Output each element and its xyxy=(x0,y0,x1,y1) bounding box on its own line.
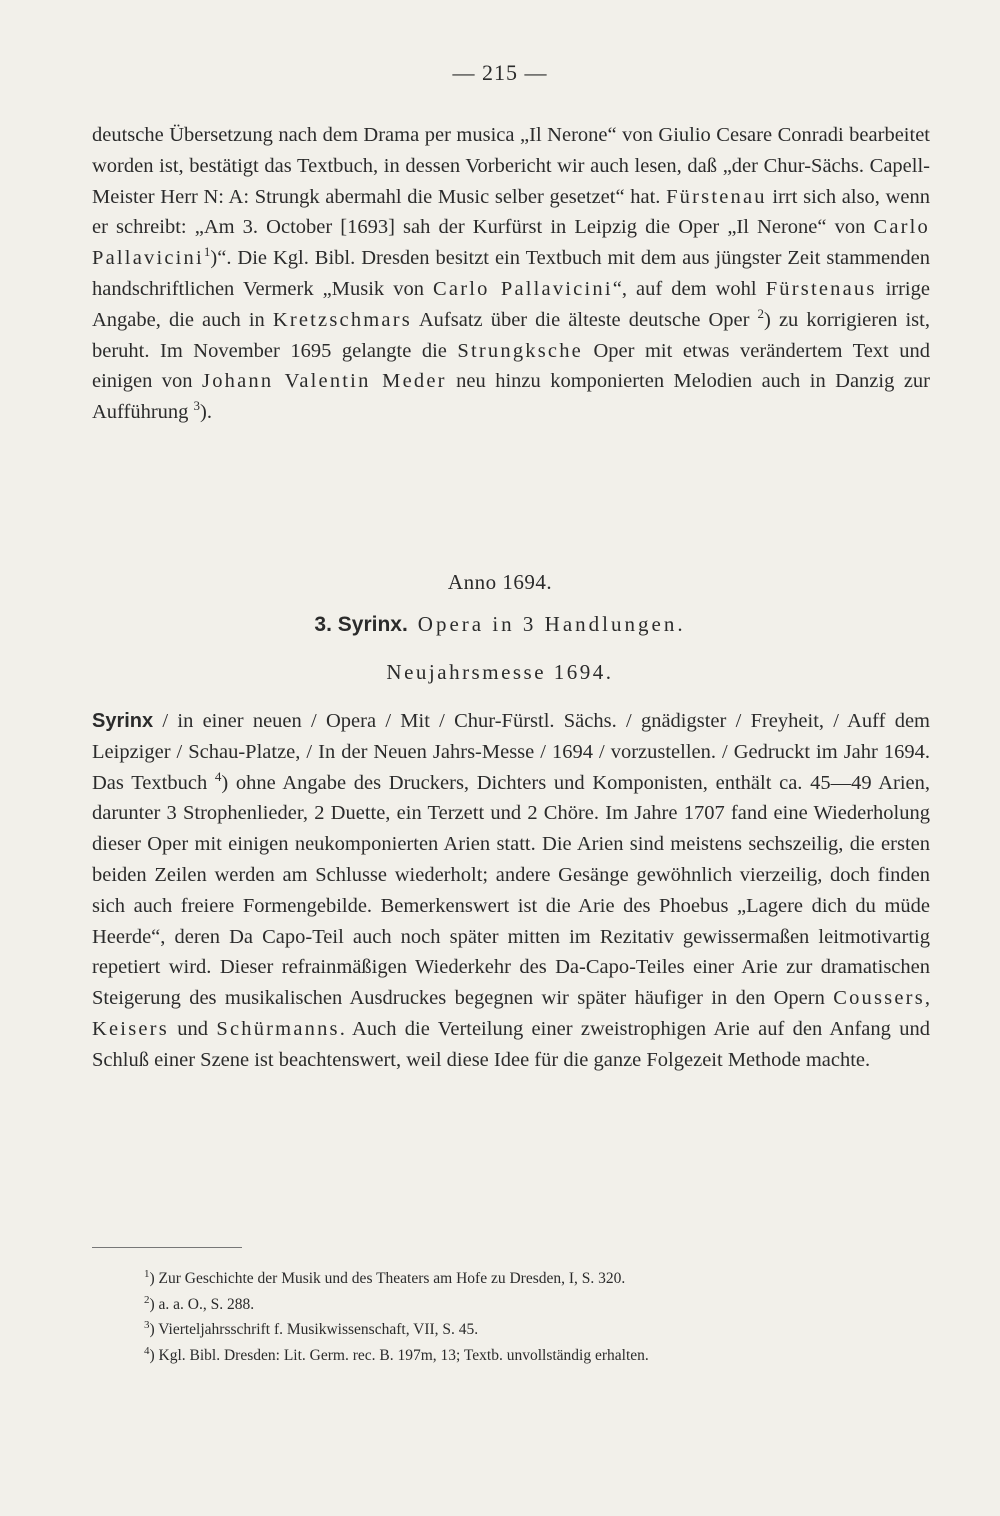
footnote-mark: 4 xyxy=(144,1344,150,1357)
footnote-text: ) Zur Geschichte der Musik und des Theaters am Hofe zu Dresden, I, S. 320. xyxy=(149,1270,626,1287)
footnote-item xyxy=(144,1343,944,1369)
footnote-item xyxy=(144,1317,944,1343)
spaced-name: Carlo Pallavicini xyxy=(433,277,613,300)
work-title: 3. Syrinx. xyxy=(314,613,408,636)
body-paragraph-2 xyxy=(92,706,930,1076)
footnote-ref: 3 xyxy=(193,398,201,414)
spaced-name: Coussers xyxy=(833,987,925,1010)
footnote-divider xyxy=(92,1247,242,1248)
text-run: Aufsatz über die älteste deutsche Oper xyxy=(411,308,758,331)
text-run: , xyxy=(924,987,930,1010)
footnote-mark: 1 xyxy=(144,1267,150,1280)
section-occasion: Neujahrsmesse 1694. xyxy=(386,660,614,684)
text-run: Oper mit etwas verändertem Text und einigen von xyxy=(92,339,931,393)
section-year: Anno 1694. xyxy=(447,570,553,594)
footnote-mark: 3 xyxy=(144,1318,150,1331)
footnote-text: ) Vierteljahrsschrift f. Musikwissenschaft, VII, S. 45. xyxy=(149,1321,479,1338)
work-subtitle: Opera in 3 Handlungen. xyxy=(417,612,686,636)
page-number: — 215 — xyxy=(452,60,548,85)
footnote-item xyxy=(144,1292,944,1318)
bold-title: Syrinx xyxy=(92,710,154,732)
text-run: und xyxy=(168,1017,217,1040)
text-run: ). xyxy=(200,401,212,424)
footnote-item xyxy=(144,1266,944,1292)
spaced-name: Fürstenau xyxy=(666,185,767,208)
text-run: ) zu korrigieren ist, beruht. Im November 1695 gelangte die xyxy=(92,308,930,362)
spaced-name: Strungksche xyxy=(457,339,583,362)
spaced-name: Keisers xyxy=(92,1017,169,1040)
section-title xyxy=(0,612,1000,637)
text-run: deutsche Übersetzung nach dem Drama per musica „Il Nerone“ von Giulio Cesare Conradi bearbeitet worden ist, bestätigt das Textbuch, in dessen Vorbericht wir auch lesen, daß „der Chur-Sächs. Capell-Meister Herr N: A: Strungk abermahl die Music selber gesetzet“ hat. xyxy=(92,124,930,208)
text-run: . Auch die Verteilung einer zweistrophigen Arie auf den Anfang und Schluß einer Szene ist beachtenswert, weil diese Idee für die ganze Folgezeit Methode machte. xyxy=(92,1017,930,1071)
text-run: / in einer neuen / Opera / Mit / Chur-Fürstl. Sächs. / gnädigster / Freyheit, / Auff dem Leipziger / Schau-Platze, / In der Neuen Jahrs-Messe / 1694 / vorzustellen. / Gedruckt im Jahr 1694. Das Textbuch xyxy=(92,710,930,794)
text-run: neu hinzu komponierten Melodien auch in Danzig zur Aufführung xyxy=(92,370,930,424)
footnote-text: ) Kgl. Bibl. Dresden: Lit. Germ. rec. B. 197m, 13; Textb. unvollständig erhalten. xyxy=(149,1346,649,1364)
text-run: irrige Angabe, die auch in xyxy=(92,277,930,331)
footnote-ref: 2 xyxy=(757,305,765,321)
spaced-name: Schürmanns xyxy=(216,1017,340,1040)
spaced-name: Johann Valentin Meder xyxy=(202,370,447,393)
text-run: )“. Die Kgl. Bibl. Dresden besitzt ein Textbuch mit dem aus jüngster Zeit stammenden handschriftlichen Vermerk „Musik von xyxy=(92,247,930,300)
text-run: irrt sich also, wenn er schreibt: „Am 3. October [1693] sah der Kurfürst in Leipzig die Oper „Il Nerone“ von xyxy=(92,185,930,239)
footnote-list xyxy=(144,1266,944,1368)
footnote-ref: 4 xyxy=(214,768,222,784)
text-run: “, auf dem wohl xyxy=(612,277,766,300)
spaced-name: Fürstenaus xyxy=(765,277,877,300)
spaced-name: Carlo Pallavicini xyxy=(92,216,930,270)
footnote-text: ) a. a. O., S. 288. xyxy=(149,1295,255,1313)
spaced-name: Kretzschmars xyxy=(272,308,412,331)
footnote-mark: 2 xyxy=(144,1293,150,1306)
text-run: ) ohne Angabe des Druckers, Dichters und Komponisten, enthält ca. 45—49 Arien, darunter 3 Strophenlieder, 2 Duette, ein Terzett und 2 Chöre. Im Jahre 1707 fand eine Wiederholung dieser Oper mit einigen neukomponierten Arien statt. Die Arien sind meistens sechszeilig, die ersten beiden Zeilen werden am Schlusse wiederholt; andere Gesänge gewöhnlich vierzeilig, doch finden sich auch freiere Formengebilde. Bemerkenswert ist die Arie des Phoebus „Lagere dich du müde Heerde“, deren Da Capo-Teil auch noch später mitten im Rezitativ gewissermaßen leitmotivartig repetiert wird. Dieser refrainmäßigen Wiederkehr des Da-Capo-Teiles einer Arie zur dramatischen Steigerung des musikalischen Ausdruckes begegnen wir später häufiger in den Opern xyxy=(92,771,930,1010)
body-paragraph-1 xyxy=(92,120,930,428)
footnote-ref: 1 xyxy=(203,244,211,260)
